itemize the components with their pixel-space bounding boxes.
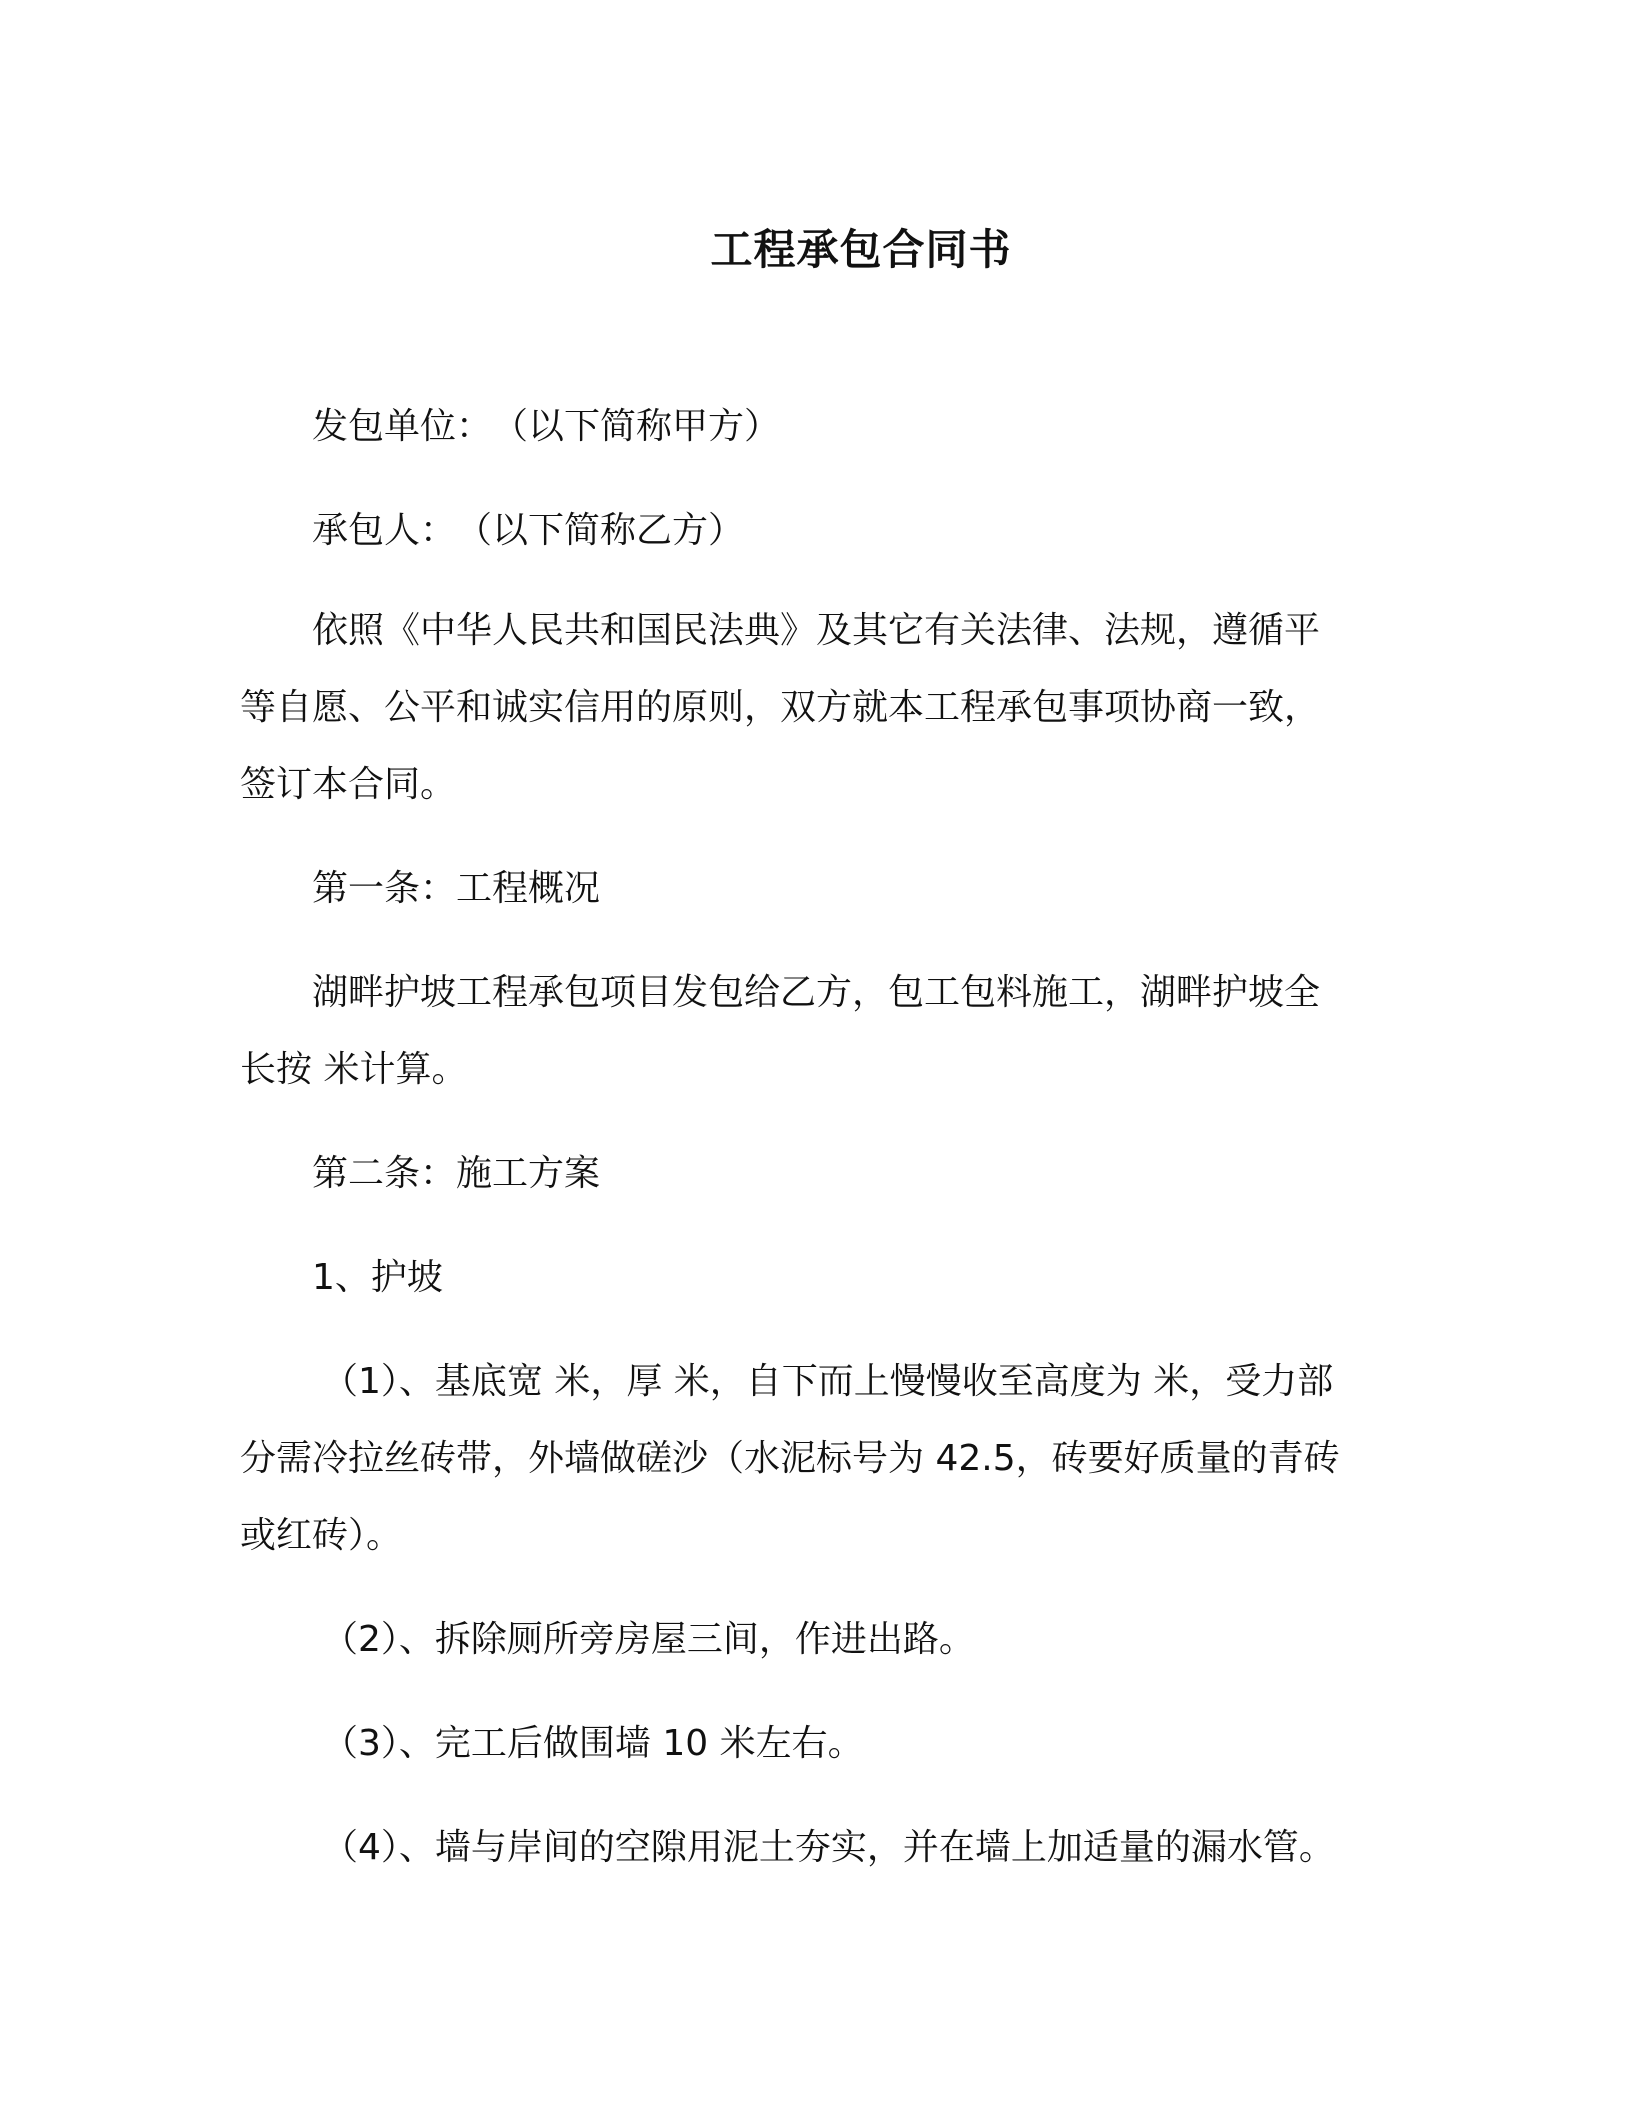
article-1-heading: 第一条：工程概况 — [312, 868, 601, 909]
sub-item-1-line-1: （1）、基底宽 米，厚 米，自下而上慢慢收至高度为 米，受力部 — [322, 1361, 1334, 1402]
item-1-heading: 1、护坡 — [312, 1257, 443, 1298]
sub-item-4: （4）、墙与岸间的空隙用泥土夯实，并在墙上加适量的漏水管。 — [322, 1827, 1335, 1868]
intro-line-2: 等自愿、公平和诚实信用的原则，双方就本工程承包事项协商一致， — [240, 687, 1321, 728]
chengbao-line: 承包人： （以下简称乙方） — [312, 510, 745, 551]
sub-item-1-line-2: 分需冷拉丝砖带，外墙做磋沙（水泥标号为 42.5，砖要好质量的青砖 — [240, 1438, 1340, 1479]
fabao-line: 发包单位： （以下简称甲方） — [312, 406, 781, 447]
sub-item-2: （2）、拆除厕所旁房屋三间，作进出路。 — [322, 1619, 975, 1660]
intro-line-1: 依照《中华人民共和国民法典》及其它有关法律、法规，遵循平 — [312, 610, 1321, 651]
article-1-line-2: 长按 米计算。 — [240, 1049, 468, 1090]
sub-item-3: （3）、完工后做围墙 10 米左右。 — [322, 1723, 864, 1764]
document-title: 工程承包合同书 — [710, 225, 1012, 274]
article-2-heading: 第二条：施工方案 — [312, 1153, 601, 1194]
sub-item-1-line-3: 或红砖）。 — [240, 1515, 403, 1556]
article-1-line-1: 湖畔护坡工程承包项目发包给乙方，包工包料施工，湖畔护坡全 — [312, 972, 1321, 1013]
intro-line-3: 签订本合同。 — [240, 764, 457, 805]
